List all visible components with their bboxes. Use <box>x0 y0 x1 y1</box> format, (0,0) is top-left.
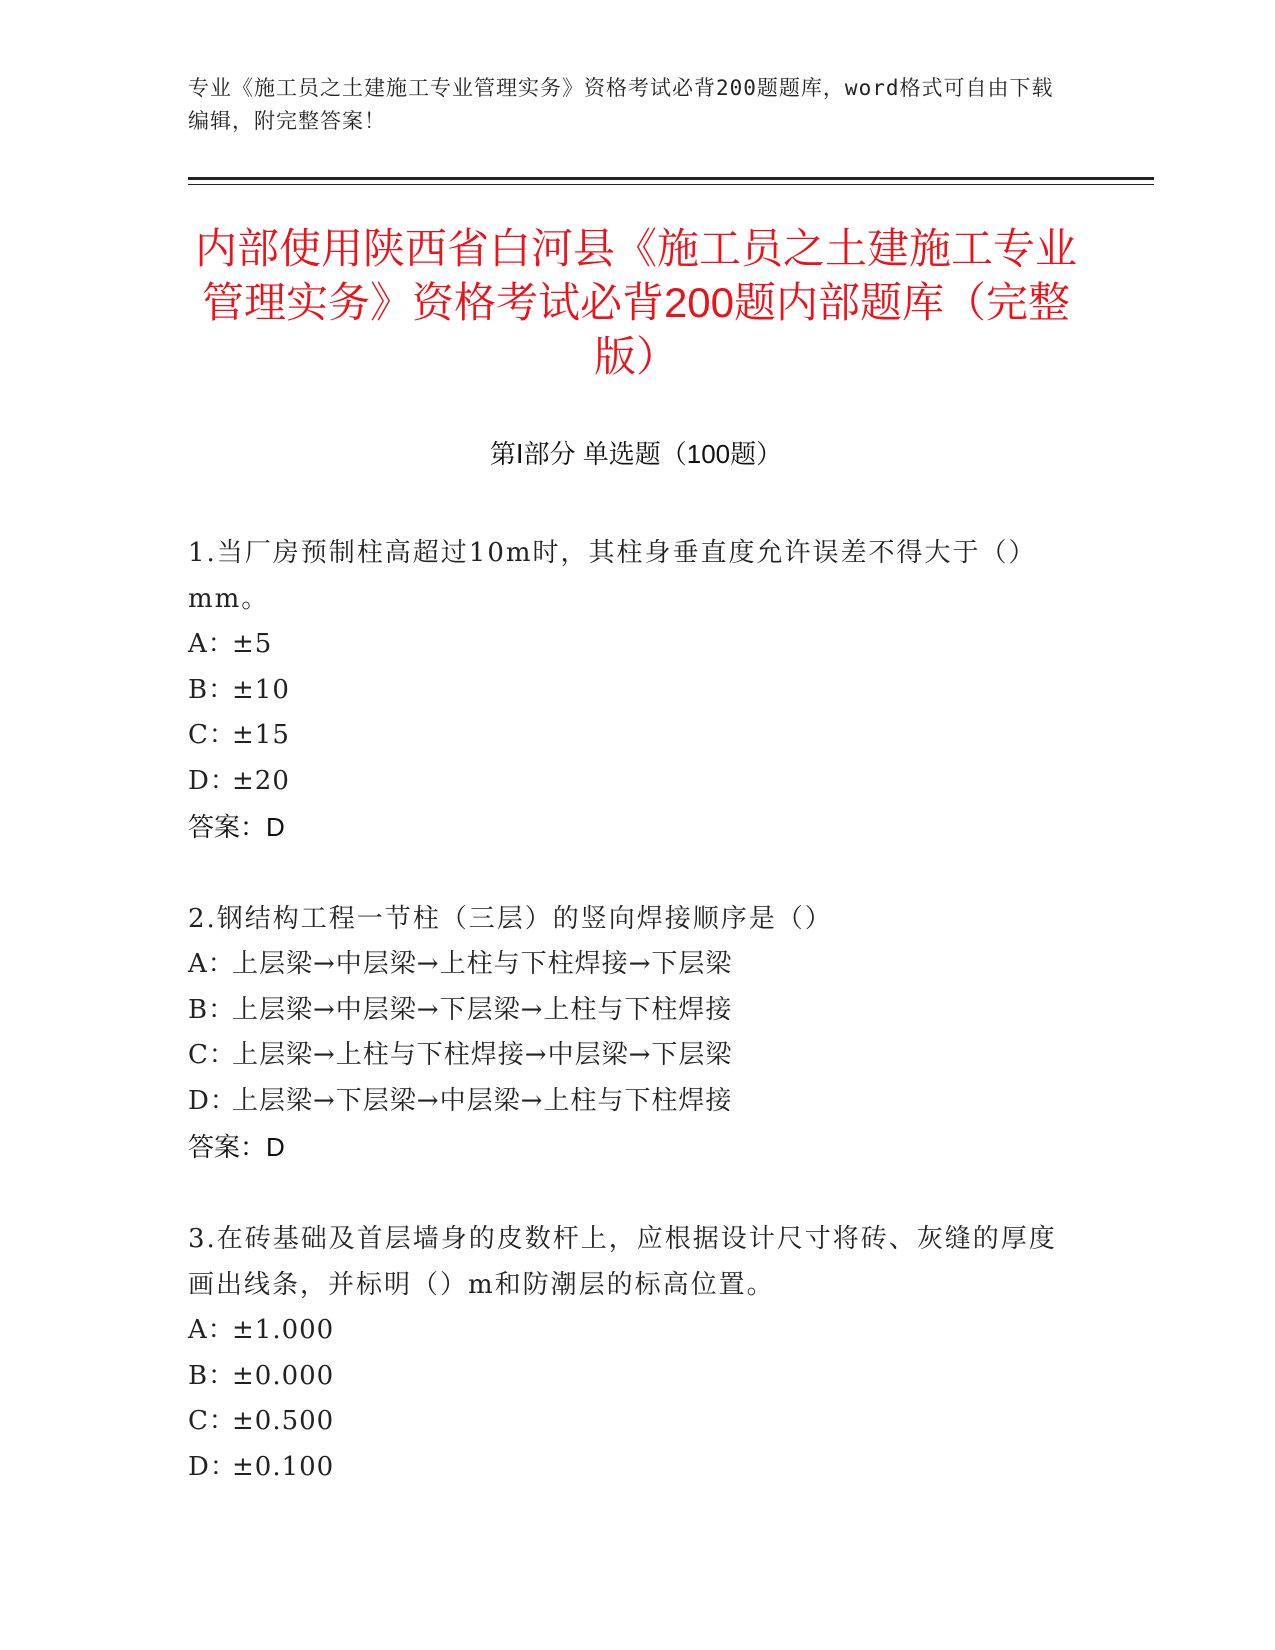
question-stem: 3.在砖基础及首层墙身的皮数杆上，应根据设计尺寸将砖、灰缝的厚度画出线条，并标明（）m和防潮层的标高位置。 <box>188 1224 1057 1300</box>
option-b <box>188 1354 1068 1400</box>
option-text: ±0.100 <box>232 1451 335 1482</box>
option-a <box>188 622 1068 668</box>
option-key: A： <box>188 949 235 979</box>
option-key: B： <box>188 674 236 705</box>
option-key: C： <box>188 720 236 750</box>
option-key: A： <box>188 629 235 659</box>
option-b <box>188 668 1068 714</box>
option-text: 上层梁→中层梁→下层梁→上柱与下柱焊接 <box>232 994 733 1025</box>
option-text: 上层梁→下层梁→中层梁→上柱与下柱焊接 <box>232 1085 733 1116</box>
answer-line: 答案：D <box>188 812 285 842</box>
option-b <box>188 988 1068 1034</box>
question-stem: 2.钢结构工程一节柱（三层）的竖向焊接顺序是（） <box>188 904 833 934</box>
option-c <box>188 1033 1068 1079</box>
question-list <box>188 530 1068 1536</box>
option-key: A： <box>188 1315 235 1345</box>
header-note: 专业《施工员之土建施工专业管理实务》资格考试必背200题题库，word格式可自由下载编辑，附完整答案！ <box>188 76 1054 133</box>
option-text: ±0.500 <box>232 1406 335 1436</box>
option-text: ±15 <box>232 720 290 750</box>
option-c <box>188 1399 1068 1445</box>
option-a <box>188 1308 1068 1354</box>
option-text: 上层梁→中层梁→上柱与下柱焊接→下层梁 <box>232 949 733 979</box>
option-key: C： <box>188 1040 236 1070</box>
option-text: 上层梁→上柱与下柱焊接→中层梁→下层梁 <box>232 1040 733 1070</box>
option-key: D： <box>188 1085 237 1116</box>
option-text: ±20 <box>232 765 290 796</box>
option-key: D： <box>188 1451 237 1482</box>
option-text: ±5 <box>232 629 273 659</box>
question-1 <box>188 530 1068 850</box>
question-stem: 1.当厂房预制柱高超过10m时，其柱身垂直度允许误差不得大于（）mm。 <box>188 538 1037 614</box>
header-rule-thin <box>188 184 1154 185</box>
option-a <box>188 942 1068 988</box>
option-key: B： <box>188 1360 236 1391</box>
option-c <box>188 713 1068 759</box>
option-key: C： <box>188 1406 236 1436</box>
question-3 <box>188 1216 1068 1490</box>
option-text: ±0.000 <box>232 1360 335 1391</box>
header-rule-thick <box>188 177 1154 180</box>
option-key: D： <box>188 765 237 796</box>
option-d <box>188 759 1068 805</box>
option-d <box>188 1445 1068 1491</box>
answer-line: 答案：D <box>188 1132 285 1162</box>
option-d <box>188 1079 1068 1125</box>
question-2 <box>188 896 1068 1170</box>
option-text: ±10 <box>232 674 290 705</box>
section-heading: 第Ⅰ部分 单选题（100题） <box>489 439 783 469</box>
document-title: 内部使用陕西省白河县《施工员之土建施工专业管理实务》资格考试必背200题内部题库（完整版） <box>194 225 1077 380</box>
option-text: ±1.000 <box>232 1315 335 1345</box>
option-key: B： <box>188 994 236 1025</box>
